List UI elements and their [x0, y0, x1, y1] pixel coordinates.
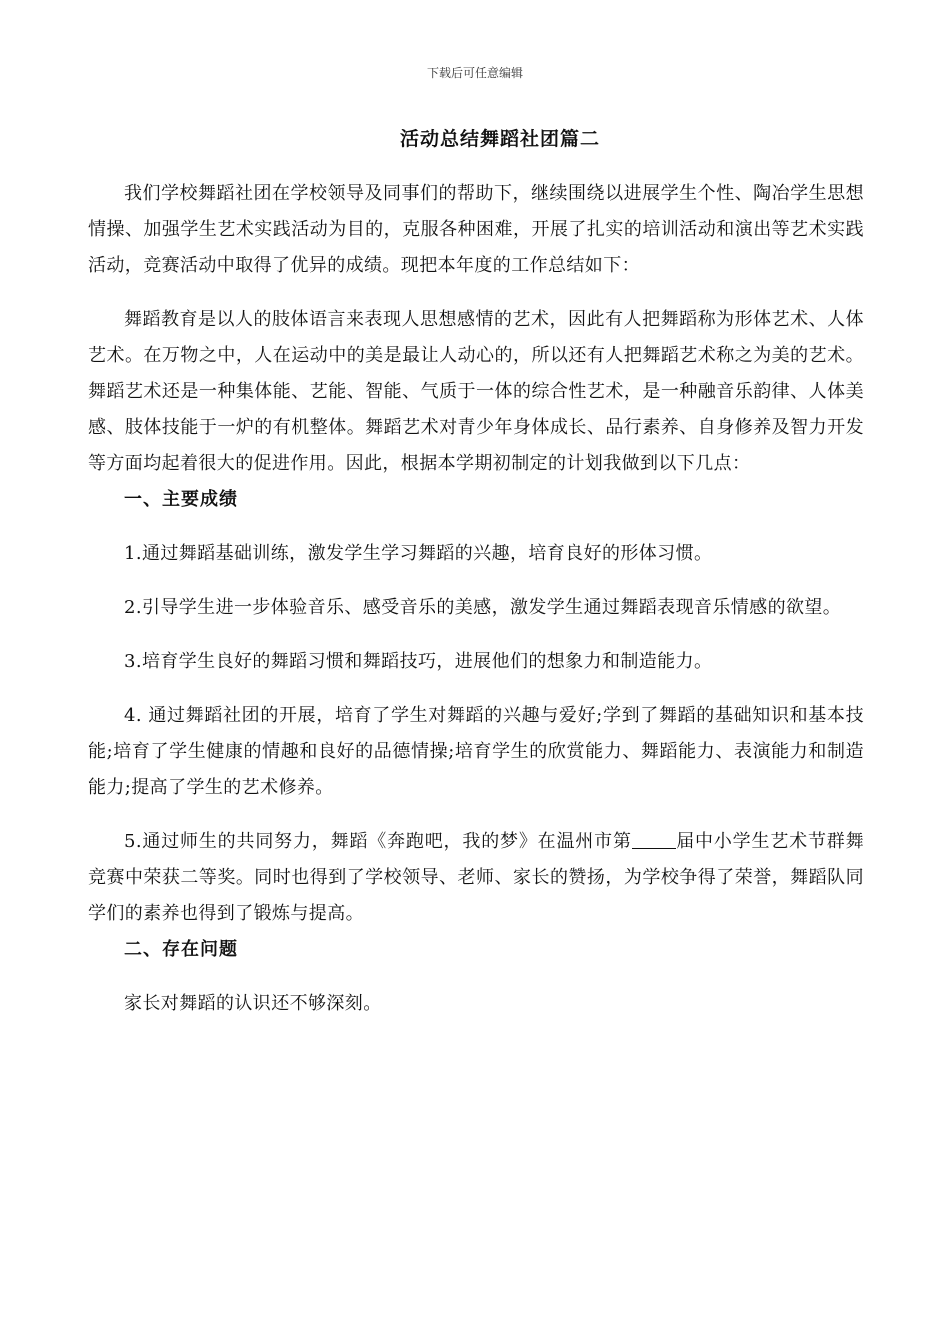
document-body [88, 176, 864, 1022]
fill-in-blank [632, 830, 676, 849]
achievement-item-2: 2.引导学生进一步体验音乐、感受音乐的美感，激发学生通过舞蹈表现音乐情感的欲望。 [124, 597, 842, 618]
section-heading-achievements: 一、主要成绩 [124, 489, 238, 510]
achievement-item-5-part1: 5.通过师生的共同努力，舞蹈《奔跑吧，我的梦》在温州市第 [124, 831, 632, 852]
achievement-item-3: 3.培育学生良好的舞蹈习惯和舞蹈技巧，进展他们的想象力和制造能力。 [124, 651, 713, 672]
achievement-item-5-part2: 届中小学生艺术节群舞竞赛中荣获二等奖。同时也得到了学校领导、老师、家长的赞扬，为学校争得了荣誉，舞蹈队同学们的素养也得到了锻炼与提高。 [88, 831, 865, 924]
achievement-item-4: 4. 通过舞蹈社团的开展，培育了学生对舞蹈的兴趣与爱好;学到了舞蹈的基础知识和基本技能;培育了学生健康的情趣和良好的品德情操;培育学生的欣赏能力、舞蹈能力、表演能力和制造能力;提高了学生的艺术修养。 [88, 705, 864, 798]
page-header: 下载后可任意编辑 [426, 66, 523, 80]
problem-item-1: 家长对舞蹈的认识还不够深刻。 [124, 993, 382, 1014]
section-heading-problems: 二、存在问题 [124, 939, 238, 960]
document-title: 活动总结舞蹈社团篇二 [399, 128, 600, 150]
achievement-item-5 [88, 824, 864, 932]
dance-education-paragraph: 舞蹈教育是以人的肢体语言来表现人思想感情的艺术，因此有人把舞蹈称为形体艺术、人体艺术。在万物之中，人在运动中的美是最让人动心的，所以还有人把舞蹈艺术称之为美的艺术。舞蹈艺术还是一种集体能、艺能、智能、气质于一体的综合性艺术，是一种融音乐韵律、人体美感、肢体技能于一炉的有机整体。舞蹈艺术对青少年身体成长、品行素养、自身修养及智力开发等方面均起着很大的促进作用。因此，根据本学期初制定的计划我做到以下几点： [88, 309, 864, 474]
intro-paragraph: 我们学校舞蹈社团在学校领导及同事们的帮助下，继续围绕以进展学生个性、陶冶学生思想情操、加强学生艺术实践活动为目的，克服各种困难，开展了扎实的培训活动和演出等艺术实践活动，竞赛活动中取得了优异的成绩。现把本年度的工作总结如下： [88, 183, 864, 276]
achievement-item-1: 1.通过舞蹈基础训练，激发学生学习舞蹈的兴趣，培育良好的形体习惯。 [124, 543, 713, 564]
